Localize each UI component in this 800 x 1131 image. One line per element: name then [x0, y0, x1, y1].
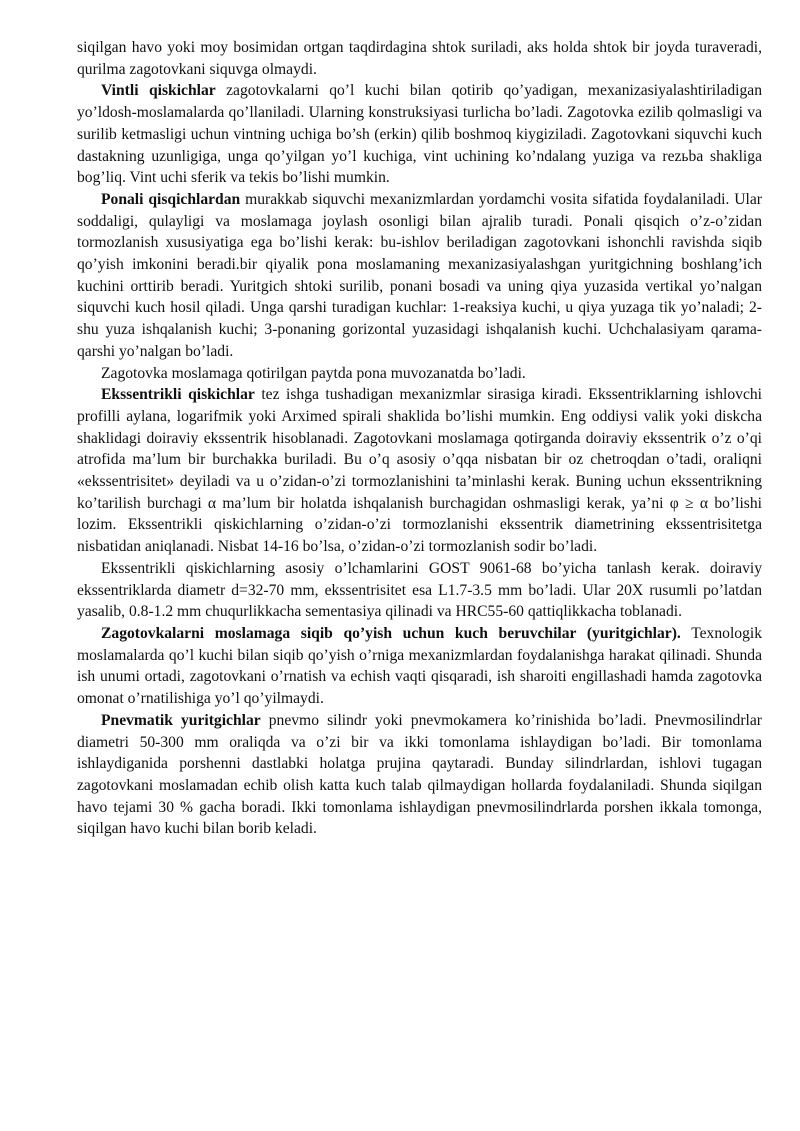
- paragraph-lead-term: Zagotovkalarni moslamaga siqib qo’yish uchun kuch beruvchilar (yuritgichlar).: [101, 624, 681, 642]
- paragraph-text: Zagotovka moslamaga qotirilgan paytda pona muvozanatda bo’ladi.: [101, 364, 526, 382]
- paragraph-lead-term: Ponali qisqichlardan: [101, 190, 241, 208]
- paragraph-text: tez ishga tushadigan mexanizmlar sirasiga kiradi. Ekssentriklarning ishlovchi profilli aylana, logarifmik yoki Arximed spirali shaklida bo’lishi mumkin. Eng oddiysi valik yoki diskcha shaklidagi doiraviy ekssentrik hisoblanadi. Zagotovkani moslamaga qotirganda doiraviy ekssentrik o’z o’qi atrofida ma’lum bir burchakka buriladi. Bu o’q asosiy o’qqa nisbatan bir oz chetroqdan o’tadi, oraliqni «ekssentrisitet» deyiladi va u o’zidan-o’zi tormozlanishini ta’minlashi kerak. Buning uchun ekssentrikning ko’tarilish burchagi α ma’lum bir holatda ishqalanish burchagidan oshmasligi kerak, ya’ni φ ≥ α bo’lishi lozim. Ekssentrikli qiskichlarning o’zidan-o’zi tormozlanishi ekssentrik diametrining ekssentrisitetga nisbatidan aniqlanadi. Nisbat 14-16 bo’lsa, o’zidan-o’zi tormozlanish sodir bo’ladi.: [77, 386, 762, 556]
- paragraph-ekssentrikli-qiskichlar: [77, 384, 762, 558]
- paragraph-pnevmatik-yuritgichlar: [77, 710, 762, 840]
- paragraph-text: pnevmo silindr yoki pnevmokamera ko’rinishida bo’ladi. Pnevmosilindrlar diametri 50-300 mm oraliqda va o’zi bir va ikki tomonlama ishlaydigan bo’ladi. Bir tomonlama ishlaydiganida porshenni dastlabki holatga prujina qaytaradi. Bunday silindrlardan, ishlovi tugagan zagotovkani moslamadan echib olish katta kuch talab qilmaydigan hollarda foydalaniladi. Shunda siqilgan havo tejami 30 % gacha boradi. Ikki tomonlama ishlaydigan pnevmosilindrlarda porshen ikkala tomonga, siqilgan havo kuchi bilan borib keladi.: [77, 711, 762, 838]
- paragraph-vintli-qiskichlar: [77, 80, 762, 189]
- paragraph-text: Ekssentrikli qiskichlarning asosiy o’lchamlarini GOST 9061-68 bo’yicha tanlash kerak. doiraviy ekssentriklarda diametr d=32-70 mm, ekssentrisitet esa L1.7-3.5 mm bo’ladi. Ular 20X rusumli po’latdan yasalib, 0.8-1.2 mm chuqurlikkacha sementasiya qilinadi va HRC55-60 qattiqlikkacha toblanadi.: [77, 559, 762, 621]
- paragraph-gost-olchamlar: [77, 558, 762, 623]
- paragraph-text: siqilgan havo yoki moy bosimidan ortgan taqdirdagina shtok suriladi, aks holda shtok bir joyda turaveradi, qurilma zagotovkani siquvga olmaydi.: [77, 39, 762, 78]
- paragraph-text: Texnologik moslamalarda qo’l kuchi bilan siqib qo’yish o’rniga mexanizmlardan foydalanishga harakat qilinadi. Shunda ish unumi ortadi, zagotovkani o’rnatish va echish vaqti qisqaradi, ish sharoiti engillashadi hamda zagotovka omonat o’rnatilishiga yo’l qo’yilmaydi.: [77, 624, 762, 708]
- paragraph-text: murakkab siquvchi mexanizmlardan yordamchi vosita sifatida foydalaniladi. Ular soddaligi, qulayligi va moslamaga joylash osonligi bilan ajralib turadi. Ponali qisqich o’z-o’zidan tormozlanish xususiyatiga ega bo’lishi kerak: bu-ishlov beriladigan zagotovkani ishonchli ravishda siqib qo’yish imkonini beradi.bir qiyalik pona moslamaning mexanizasiyalashgan yuritgichning boshlang’ich kuchini orttirib beradi. Yuritgich shtoki surilib, ponani bosadi va uning qiya yuzasida vertikal yo’nalgan siquvchi kuch hosil qiladi. Unga qarshi turadigan kuchlar: 1-reaksiya kuchi, u qiya yuzaga tik yo’naladi; 2-shu yuza ishqalanish kuchi; 3-ponaning gorizontal yuzasidagi ishqalanish kuchi. Uchchalasiyam qarama-qarshi yo’nalgan bo’ladi.: [77, 190, 762, 360]
- paragraph-lead-term: Ekssentrikli qiskichlar: [101, 386, 255, 404]
- paragraph-pona-muvozanat: [77, 363, 762, 385]
- paragraph-lead-term: Vintli qiskichlar: [101, 82, 216, 100]
- paragraph-lead-term: Pnevmatik yuritgichlar: [101, 711, 261, 729]
- paragraph-yuritgichlar: [77, 623, 762, 710]
- paragraph-continuation: [77, 37, 762, 80]
- paragraph-text: zagotovkalarni qo’l kuchi bilan qotirib qo’yadigan, mexanizasiyalashtiriladigan yo’ldosh-moslamalarda qo’llaniladi. Ularning konstruksiyasi turlicha bo’ladi. Zagotovka ezilib qolmasligi va surilib ketmasligi uchun vintning uchiga bo’sh (erkin) qilib boshmoq kiygiziladi. Zagotovkani siquvchi kuch dastakning uzunligiga, unga qo’yilgan yo’l kuchiga, vint uchining ko’ndalang yuziga va rezьba shakliga bog’liq. Vint uchi sferik va tekis bo’lishi mumkin.: [77, 82, 762, 187]
- paragraph-ponali-qisqichlar: [77, 189, 762, 363]
- document-page: [77, 37, 762, 840]
